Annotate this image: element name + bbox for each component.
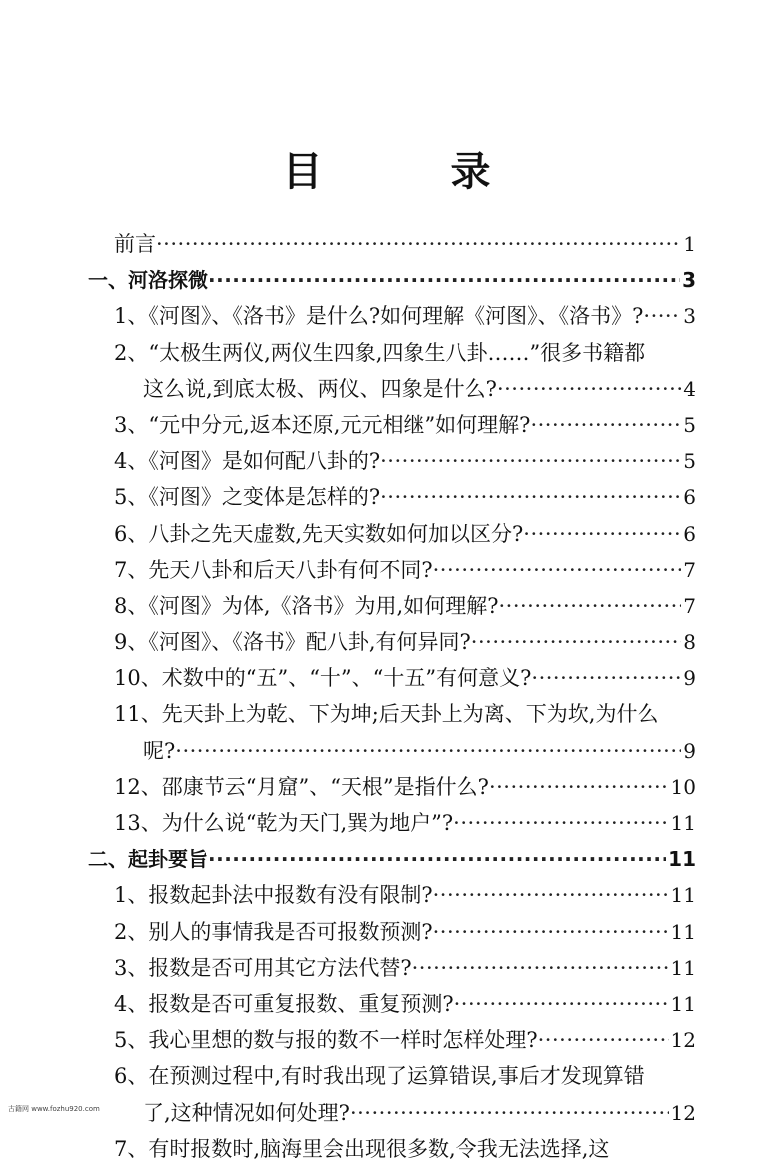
toc-page-number: 5 [683, 449, 696, 474]
toc-section-heading [88, 841, 696, 877]
toc-entry [88, 769, 696, 805]
toc-entry-title: 1、《河图》、《洛书》是什么?如何理解《河图》、《洛书》? [114, 304, 644, 329]
toc-entry-title: 5、我心里想的数与报的数不一样时怎样处理? [114, 1028, 538, 1053]
toc-entry [88, 986, 696, 1022]
dot-leader [208, 841, 666, 877]
dot-leader [523, 516, 681, 552]
toc-entry [88, 914, 696, 950]
toc-entry [88, 298, 696, 334]
toc-entry [88, 479, 696, 515]
toc-page-number: 3 [683, 304, 696, 329]
toc-entry [88, 552, 696, 588]
toc-entry-title: 1、报数起卦法中报数有没有限制? [114, 883, 433, 908]
toc-entry [88, 371, 696, 407]
toc-entry-title: 二、起卦要旨 [88, 847, 208, 872]
dot-leader [433, 877, 669, 913]
dot-leader [643, 298, 681, 334]
dot-leader [471, 624, 681, 660]
toc-entry-title: 13、为什么说“乾为天门,巽为地户”? [114, 811, 454, 835]
dot-leader [530, 407, 681, 443]
page-title: 目 录 [282, 149, 535, 195]
dot-leader [498, 588, 681, 624]
toc-page-number: 7 [683, 593, 696, 618]
toc-page-number: 10 [670, 774, 696, 799]
toc-entry-title: 11、先天卦上为乾、下为坤;后天卦上为离、下为坎,为什么 [114, 702, 659, 727]
dot-leader [433, 552, 682, 588]
toc-entry-title: 呢? [143, 738, 176, 763]
toc-entry [88, 1131, 696, 1167]
dot-leader [156, 226, 681, 262]
dot-leader [497, 371, 681, 407]
dot-leader [350, 1095, 669, 1131]
toc-entry-title: 前言 [114, 232, 156, 256]
toc-entry [88, 696, 696, 732]
toc-section-heading [88, 262, 696, 298]
toc-page-number: 8 [683, 630, 696, 655]
toc-page-number: 11 [670, 811, 696, 835]
watermark-footer: 古籍网 www.fozhu920.com [8, 1105, 100, 1113]
toc-page-number: 11 [670, 955, 696, 980]
toc-entry-title: 10、术数中的“五”、“十”、“十五”有何意义? [114, 666, 532, 691]
toc-page-number: 11 [670, 991, 696, 1016]
toc-entry-title: 5、《河图》之变体是怎样的? [114, 485, 381, 510]
dot-leader [380, 479, 681, 515]
toc-entry-title: 6、在预测过程中,有时我出现了运算错误,事后才发现算错 [114, 1064, 645, 1089]
toc-page-number: 6 [683, 521, 696, 546]
toc-page-number: 11 [670, 919, 696, 944]
toc-entry [88, 588, 696, 624]
toc-entry [88, 877, 696, 913]
toc-entry [88, 624, 696, 660]
toc-page-number: 9 [683, 666, 696, 691]
toc-entry [88, 950, 696, 986]
dot-leader [175, 733, 681, 769]
dot-leader [453, 805, 668, 841]
dot-leader [208, 262, 680, 298]
toc-page-number: 12 [670, 1028, 696, 1053]
toc-page-number: 9 [683, 738, 696, 763]
toc-page-number: 4 [683, 376, 696, 401]
toc-entry-title: 一、河洛探微 [88, 268, 208, 293]
toc-entry-title: 6、八卦之先天虚数,先天实数如何加以区分? [114, 521, 524, 546]
toc-page-number: 12 [670, 1100, 696, 1125]
toc-entry [88, 805, 696, 841]
toc-entry [88, 226, 696, 262]
toc-entry [88, 1095, 696, 1131]
toc-entry-title: 了,这种情况如何处理? [143, 1100, 350, 1125]
toc-page-number: 6 [683, 485, 696, 510]
dot-leader [489, 769, 669, 805]
dot-leader [531, 660, 681, 696]
toc-entry-title: 2、“太极生两仪,两仪生四象,四象生八卦……”很多书籍都 [114, 340, 646, 365]
toc-page-number: 3 [682, 268, 696, 293]
dot-leader [454, 986, 669, 1022]
dot-leader [412, 950, 669, 986]
toc-entry-title: 3、“元中分元,返本还原,元元相继”如何理解? [114, 412, 531, 437]
dot-leader [380, 443, 681, 479]
toc-entry-title: 4、报数是否可重复报数、重复预测? [114, 991, 454, 1016]
toc-page-number: 7 [683, 557, 696, 582]
toc-entry [88, 335, 696, 371]
toc-entry-title: 3、报数是否可用其它方法代替? [114, 955, 412, 980]
toc-entry-title: 4、《河图》是如何配八卦的? [114, 449, 381, 474]
table-of-contents [88, 226, 696, 1167]
toc-entry-title: 7、先天八卦和后天八卦有何不同? [114, 557, 433, 582]
toc-entry [88, 443, 696, 479]
toc-page-number: 11 [670, 883, 696, 908]
toc-entry-title: 7、有时报数时,脑海里会出现很多数,令我无法选择,这 [114, 1136, 610, 1161]
toc-entry [88, 516, 696, 552]
toc-entry [88, 407, 696, 443]
toc-page-number: 5 [683, 412, 696, 437]
toc-entry [88, 1058, 696, 1094]
toc-entry-title: 12、邵康节云“月窟”、“天根”是指什么? [114, 774, 489, 799]
toc-entry-title: 8、《河图》为体,《洛书》为用,如何理解? [114, 593, 499, 618]
toc-entry-title: 2、别人的事情我是否可报数预测? [114, 919, 433, 944]
toc-page-number: 1 [683, 232, 696, 256]
toc-entry [88, 660, 696, 696]
toc-entry-title: 这么说,到底太极、两仪、四象是什么? [143, 376, 497, 401]
toc-entry-title: 9、《河图》、《洛书》配八卦,有何异同? [114, 630, 471, 655]
dot-leader [538, 1022, 669, 1058]
toc-entry [88, 1022, 696, 1058]
toc-page-number: 11 [668, 847, 696, 872]
dot-leader [433, 914, 669, 950]
toc-entry [88, 733, 696, 769]
